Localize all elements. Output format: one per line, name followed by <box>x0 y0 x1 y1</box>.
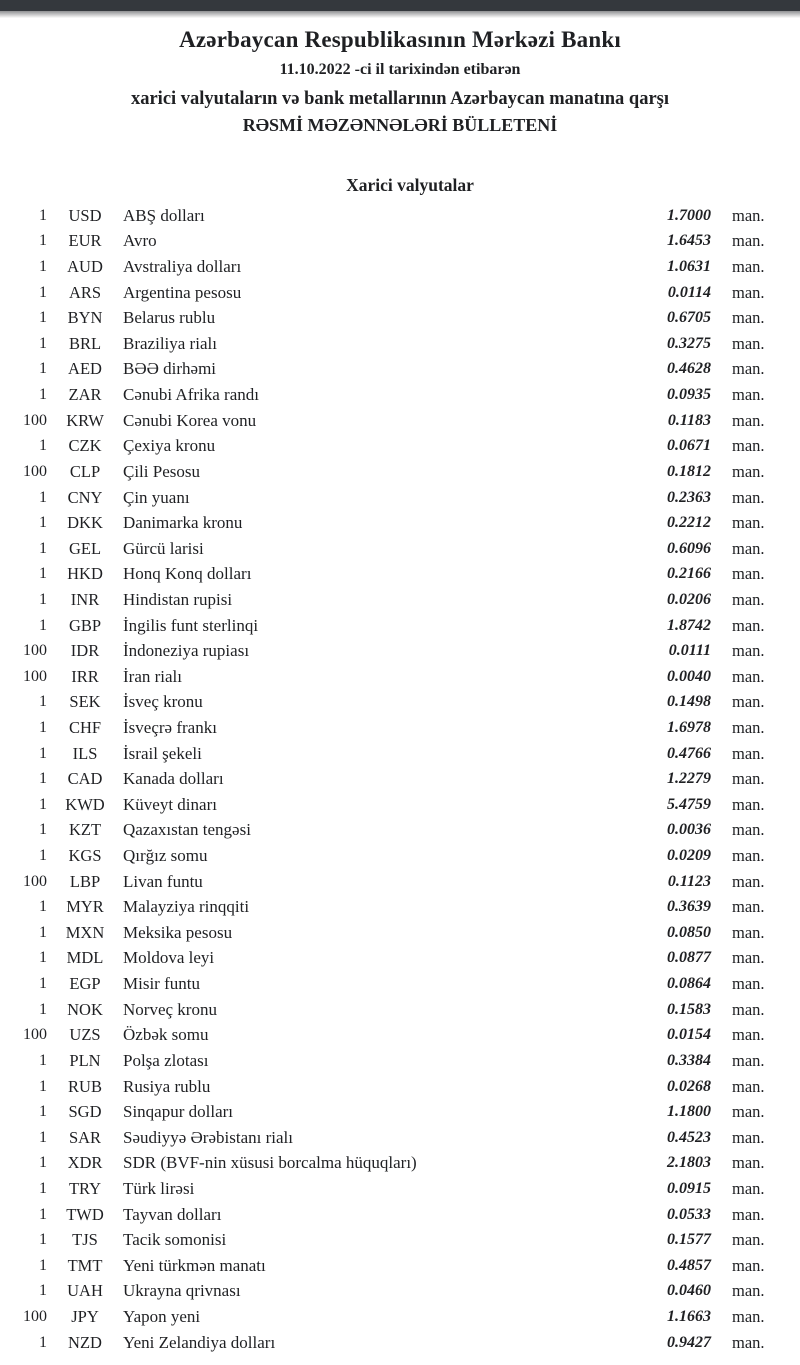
currency-name-cell: İsrail şekeli <box>123 743 202 763</box>
rate-value-cell: 0.9427 <box>667 1333 711 1351</box>
page-top-shadow <box>0 11 800 18</box>
currency-code-cell: KZT <box>68 820 102 840</box>
currency-code-cell: KRW <box>66 410 104 430</box>
unit-cell: man. <box>732 538 765 558</box>
quantity-cell: 1 <box>39 514 47 532</box>
rate-value-cell: 1.6978 <box>667 718 711 736</box>
rate-row <box>0 792 800 818</box>
quantity-cell: 100 <box>23 1308 47 1325</box>
rate-row <box>0 1279 800 1305</box>
currency-name-cell: BƏƏ dirhəmi <box>123 359 217 379</box>
rate-value-cell: 0.0209 <box>667 847 711 865</box>
unit-cell: man. <box>732 564 765 584</box>
rate-value-cell: 0.1577 <box>667 1231 711 1249</box>
currency-name-cell: Türk lirəsi <box>123 1178 195 1198</box>
currency-code-cell: ILS <box>72 743 98 763</box>
quantity-cell: 1 <box>39 334 47 352</box>
currency-code-cell: MDL <box>66 948 104 968</box>
rate-value-cell: 0.4766 <box>667 744 711 762</box>
rate-value-cell: 0.1183 <box>667 411 711 429</box>
rate-value-cell: 0.3384 <box>667 1051 711 1069</box>
rate-row <box>0 357 800 383</box>
unit-cell: man. <box>732 1076 765 1096</box>
quantity-cell: 1 <box>39 1154 47 1172</box>
unit-cell: man. <box>732 1281 765 1301</box>
currency-name-cell: Norveç kronu <box>123 999 217 1019</box>
currency-code-cell: UAH <box>67 1281 103 1301</box>
unit-cell: man. <box>732 871 765 891</box>
rate-row <box>0 946 800 972</box>
unit-cell: man. <box>732 769 765 789</box>
quantity-cell: 1 <box>39 1333 47 1351</box>
quantity-cell: 1 <box>39 283 47 301</box>
currency-code-cell: PLN <box>69 1050 101 1070</box>
currency-name-cell: Çexiya kronu <box>123 436 216 456</box>
currency-code-cell: LBP <box>69 871 101 891</box>
rate-row <box>0 1099 800 1125</box>
unit-cell: man. <box>732 333 765 353</box>
unit-cell: man. <box>732 589 765 609</box>
unit-cell: man. <box>732 487 765 507</box>
quantity-cell: 1 <box>39 309 47 327</box>
rate-value-cell: 1.6453 <box>667 232 711 250</box>
rate-value-cell: 1.1663 <box>667 1308 711 1325</box>
unit-cell: man. <box>732 1153 765 1173</box>
quantity-cell: 1 <box>39 744 47 762</box>
currency-name-cell: İran rialı <box>123 666 182 686</box>
currency-code-cell: UZS <box>69 1025 101 1045</box>
currency-code-cell: AUD <box>67 257 103 277</box>
currency-code-cell: CAD <box>67 769 103 789</box>
currency-name-cell: Özbək somu <box>123 1025 209 1045</box>
currency-code-cell: BYN <box>67 308 103 328</box>
rate-row <box>0 1227 800 1253</box>
currency-name-cell: Qırğız somu <box>123 846 208 866</box>
quantity-cell: 1 <box>39 1128 47 1146</box>
rate-value-cell: 0.2212 <box>667 514 711 532</box>
quantity-cell: 1 <box>39 565 47 583</box>
currency-name-cell: Yeni Zelandiya dolları <box>123 1332 276 1352</box>
currency-code-cell: IRR <box>71 666 99 686</box>
rate-value-cell: 0.0935 <box>667 386 711 404</box>
rate-row <box>0 229 800 255</box>
rate-row <box>0 613 800 639</box>
currency-code-cell: SEK <box>69 692 101 712</box>
currency-name-cell: Qazaxıstan tengəsi <box>123 820 251 840</box>
currency-name-cell: Avro <box>123 231 157 251</box>
unit-cell: man. <box>732 820 765 840</box>
unit-cell: man. <box>732 846 765 866</box>
unit-cell: man. <box>732 1050 765 1070</box>
currency-name-cell: Rusiya rublu <box>123 1076 211 1096</box>
rate-row <box>0 331 800 357</box>
currency-code-cell: CLP <box>69 461 101 481</box>
currency-code-cell: INR <box>70 589 100 609</box>
currency-name-cell: Ukrayna qrivnası <box>123 1281 241 1301</box>
rate-row <box>0 254 800 280</box>
quantity-cell: 1 <box>39 1051 47 1069</box>
rate-value-cell: 0.0040 <box>667 667 711 685</box>
currency-code-cell: EUR <box>68 231 102 251</box>
rate-row <box>0 843 800 869</box>
quantity-cell: 1 <box>39 258 47 276</box>
currency-name-cell: Yeni türkmən manatı <box>123 1255 266 1275</box>
currency-code-cell: XDR <box>67 1153 103 1173</box>
rate-row <box>0 1176 800 1202</box>
rate-value-cell: 0.0114 <box>667 283 711 301</box>
unit-cell: man. <box>732 1204 765 1224</box>
quantity-cell: 1 <box>39 1282 47 1300</box>
quantity-cell: 100 <box>23 462 47 480</box>
currency-code-cell: KGS <box>68 846 102 866</box>
unit-cell: man. <box>732 922 765 942</box>
quantity-cell: 100 <box>23 1026 47 1044</box>
unit-cell: man. <box>732 231 765 251</box>
rate-value-cell: 1.8742 <box>667 616 711 634</box>
quantity-cell: 1 <box>39 718 47 736</box>
currency-name-cell: Moldova leyi <box>123 948 215 968</box>
currency-name-cell: Sinqapur dolları <box>123 1102 234 1122</box>
unit-cell: man. <box>732 641 765 661</box>
currency-name-cell: Küveyt dinarı <box>123 794 217 814</box>
unit-cell: man. <box>732 999 765 1019</box>
rate-value-cell: 0.0268 <box>667 1077 711 1095</box>
rate-row <box>0 203 800 229</box>
quantity-cell: 100 <box>23 667 47 685</box>
currency-code-cell: KWD <box>65 794 105 814</box>
unit-cell: man. <box>732 1178 765 1198</box>
currency-name-cell: Çili Pesosu <box>123 461 200 481</box>
rate-value-cell: 0.1498 <box>667 693 711 711</box>
rate-row <box>0 1125 800 1151</box>
quantity-cell: 1 <box>39 898 47 916</box>
quantity-cell: 1 <box>39 616 47 634</box>
quantity-cell: 1 <box>39 1103 47 1121</box>
currency-name-cell: Meksika pesosu <box>123 922 233 942</box>
currency-name-cell: Cənubi Afrika randı <box>123 385 259 405</box>
rate-value-cell: 1.2279 <box>667 770 711 788</box>
unit-cell: man. <box>732 974 765 994</box>
rate-value-cell: 0.1583 <box>667 1000 711 1018</box>
bulletin-page <box>0 27 800 1355</box>
subtitle-currencies-vs-manat: xarici valyutaların və bank metallarının Azərbaycan manatına qarşı <box>130 89 670 109</box>
currency-code-cell: NOK <box>67 999 103 1019</box>
currency-code-cell: SGD <box>68 1102 102 1122</box>
currency-code-cell: JPY <box>71 1307 99 1326</box>
rate-row <box>0 869 800 895</box>
currency-code-cell: SAR <box>68 1127 102 1147</box>
quantity-cell: 1 <box>39 539 47 557</box>
currency-name-cell: İsveç kronu <box>123 692 203 712</box>
currency-name-cell: Braziliya rialı <box>123 333 217 353</box>
currency-code-cell: HKD <box>67 564 103 584</box>
effective-date-line: 11.10.2022 -ci il tarixindən etibarən <box>279 61 521 78</box>
currency-name-cell: Honq Konq dolları <box>123 564 252 584</box>
currency-name-cell: İsveçrə frankı <box>123 717 217 737</box>
unit-cell: man. <box>732 794 765 814</box>
rate-value-cell: 0.0111 <box>668 642 711 660</box>
currency-code-cell: BRL <box>68 333 102 353</box>
unit-cell: man. <box>732 1332 765 1352</box>
unit-cell: man. <box>732 1102 765 1122</box>
quantity-cell: 100 <box>23 642 47 660</box>
rate-row <box>0 1151 800 1177</box>
rate-value-cell: 0.0206 <box>667 590 711 608</box>
currency-name-cell: Tacik somonisi <box>123 1230 227 1250</box>
unit-cell: man. <box>732 410 765 430</box>
unit-cell: man. <box>732 282 765 302</box>
quantity-cell: 1 <box>39 386 47 404</box>
unit-cell: man. <box>732 1307 765 1326</box>
rate-value-cell: 5.4759 <box>667 795 711 813</box>
currency-name-cell: Çin yuanı <box>123 487 190 507</box>
quantity-cell: 1 <box>39 923 47 941</box>
currency-code-cell: MXN <box>65 922 105 942</box>
currency-name-cell: Argentina pesosu <box>123 282 242 302</box>
rate-value-cell: 0.6096 <box>667 539 711 557</box>
rate-row <box>0 536 800 562</box>
currency-code-cell: TWD <box>66 1204 104 1224</box>
rate-value-cell: 0.4523 <box>667 1128 711 1146</box>
rate-value-cell: 0.0036 <box>667 821 711 839</box>
rate-value-cell: 1.7000 <box>667 206 711 224</box>
rate-row <box>0 1074 800 1100</box>
official-rates-bulletin-title: RƏSMİ MƏZƏNNƏLƏRİ BÜLLETENİ <box>242 115 558 135</box>
quantity-cell: 1 <box>39 360 47 378</box>
rate-row <box>0 1023 800 1049</box>
rate-row <box>0 305 800 331</box>
currency-name-cell: Gürcü larisi <box>123 538 204 558</box>
quantity-cell: 1 <box>39 975 47 993</box>
bulletin-header <box>0 27 800 137</box>
rate-row <box>0 1330 800 1356</box>
rate-value-cell: 1.1800 <box>667 1103 711 1121</box>
quantity-cell: 1 <box>39 488 47 506</box>
currency-name-cell: Yapon yeni <box>123 1307 201 1326</box>
unit-cell: man. <box>732 897 765 917</box>
rate-row <box>0 1253 800 1279</box>
rate-value-cell: 0.3275 <box>667 334 711 352</box>
rate-row <box>0 485 800 511</box>
unit-cell: man. <box>732 461 765 481</box>
rate-value-cell: 1.0631 <box>667 258 711 276</box>
quantity-cell: 1 <box>39 847 47 865</box>
currency-name-cell: Malayziya rinqqiti <box>123 897 250 917</box>
currency-name-cell: ABŞ dolları <box>123 205 205 225</box>
currency-code-cell: MYR <box>66 897 104 917</box>
unit-cell: man. <box>732 717 765 737</box>
currency-name-cell: Tayvan dolları <box>123 1204 222 1224</box>
rates-list <box>0 203 800 1355</box>
unit-cell: man. <box>732 1127 765 1147</box>
unit-cell: man. <box>732 205 765 225</box>
rate-row <box>0 382 800 408</box>
bank-title: Azərbaycan Respublikasının Mərkəzi Bankı <box>179 27 621 52</box>
rate-value-cell: 0.4857 <box>667 1256 711 1274</box>
quantity-cell: 100 <box>23 411 47 429</box>
rate-row <box>0 459 800 485</box>
rate-row <box>0 690 800 716</box>
currency-code-cell: CZK <box>68 436 102 456</box>
unit-cell: man. <box>732 257 765 277</box>
unit-cell: man. <box>732 436 765 456</box>
quantity-cell: 1 <box>39 1000 47 1018</box>
rate-row <box>0 510 800 536</box>
rate-row <box>0 638 800 664</box>
rate-value-cell: 0.6705 <box>667 309 711 327</box>
rate-row <box>0 894 800 920</box>
currency-name-cell: Belarus rublu <box>123 308 216 328</box>
rate-value-cell: 0.2166 <box>667 565 711 583</box>
currency-code-cell: GBP <box>68 615 102 635</box>
currency-code-cell: ZAR <box>68 385 102 405</box>
quantity-cell: 1 <box>39 795 47 813</box>
currency-name-cell: Misir funtu <box>123 974 200 994</box>
quantity-cell: 1 <box>39 232 47 250</box>
currency-code-cell: RUB <box>68 1076 102 1096</box>
unit-cell: man. <box>732 1255 765 1275</box>
currency-name-cell: Hindistan rupisi <box>123 589 233 609</box>
currency-code-cell: TRY <box>68 1178 102 1198</box>
rate-row <box>0 741 800 767</box>
currency-code-cell: TJS <box>72 1230 98 1250</box>
rate-value-cell: 0.0671 <box>667 437 711 455</box>
rate-row <box>0 587 800 613</box>
rate-row <box>0 971 800 997</box>
unit-cell: man. <box>732 513 765 533</box>
unit-cell: man. <box>732 1230 765 1250</box>
quantity-cell: 1 <box>39 1205 47 1223</box>
rate-row <box>0 1202 800 1228</box>
rate-value-cell: 0.3639 <box>667 898 711 916</box>
quantity-cell: 1 <box>39 770 47 788</box>
rate-value-cell: 0.0154 <box>667 1026 711 1044</box>
quantity-cell: 1 <box>39 1179 47 1197</box>
rate-value-cell: 0.1123 <box>667 872 711 890</box>
rate-row <box>0 818 800 844</box>
currency-code-cell: GEL <box>68 538 102 558</box>
rate-row <box>0 562 800 588</box>
quantity-cell: 1 <box>39 437 47 455</box>
currency-code-cell: CHF <box>68 717 102 737</box>
currency-code-cell: ARS <box>68 282 102 302</box>
rate-value-cell: 0.0533 <box>667 1205 711 1223</box>
unit-cell: man. <box>732 948 765 968</box>
rate-value-cell: 0.0850 <box>667 923 711 941</box>
viewer-top-edge <box>0 0 800 11</box>
currency-code-cell: EGP <box>69 974 101 994</box>
quantity-cell: 1 <box>39 206 47 224</box>
currency-name-cell: Kanada dolları <box>123 769 224 789</box>
currency-code-cell: AED <box>68 359 102 379</box>
rate-row <box>0 408 800 434</box>
rate-value-cell: 0.4628 <box>667 360 711 378</box>
rate-value-cell: 0.0864 <box>667 975 711 993</box>
currency-code-cell: USD <box>68 205 102 225</box>
quantity-cell: 1 <box>39 590 47 608</box>
currency-code-cell: NZD <box>68 1332 102 1352</box>
rate-row <box>0 766 800 792</box>
currency-code-cell: DKK <box>67 513 103 533</box>
unit-cell: man. <box>732 308 765 328</box>
rate-value-cell: 0.2363 <box>667 488 711 506</box>
rate-row <box>0 664 800 690</box>
quantity-cell: 1 <box>39 821 47 839</box>
quantity-cell: 1 <box>39 1077 47 1095</box>
quantity-cell: 1 <box>39 1231 47 1249</box>
rate-value-cell: 0.0460 <box>667 1282 711 1300</box>
currency-name-cell: Danimarka kronu <box>123 513 243 533</box>
currency-code-cell: TMT <box>67 1255 103 1275</box>
rate-row <box>0 1304 800 1330</box>
currency-name-cell: Cənubi Korea vonu <box>123 410 257 430</box>
unit-cell: man. <box>732 692 765 712</box>
unit-cell: man. <box>732 385 765 405</box>
unit-cell: man. <box>732 615 765 635</box>
currency-name-cell: Livan funtu <box>123 871 203 891</box>
rate-value-cell: 0.0915 <box>667 1179 711 1197</box>
currency-code-cell: CNY <box>67 487 103 507</box>
currency-name-cell: Avstraliya dolları <box>123 257 242 277</box>
unit-cell: man. <box>732 743 765 763</box>
unit-cell: man. <box>732 359 765 379</box>
section-title-foreign-currencies: Xarici valyutalar <box>346 175 474 195</box>
rate-value-cell: 0.0877 <box>667 949 711 967</box>
quantity-cell: 1 <box>39 1256 47 1274</box>
currency-name-cell: İngilis funt sterlinqi <box>123 615 259 635</box>
quantity-cell: 1 <box>39 949 47 967</box>
currency-code-cell: IDR <box>70 641 100 661</box>
quantity-cell: 100 <box>23 872 47 890</box>
currency-name-cell: Səudiyyə Ərəbistanı rialı <box>123 1127 293 1147</box>
currency-name-cell: Polşa zlotası <box>123 1050 209 1070</box>
rate-row <box>0 433 800 459</box>
currency-name-cell: İndoneziya rupiası <box>123 641 250 661</box>
unit-cell: man. <box>732 1025 765 1045</box>
rate-row <box>0 715 800 741</box>
rate-row <box>0 997 800 1023</box>
rate-row <box>0 1048 800 1074</box>
currency-name-cell: SDR (BVF-nin xüsusi borcalma hüquqları) <box>123 1153 417 1173</box>
unit-cell: man. <box>732 666 765 686</box>
rate-row <box>0 920 800 946</box>
rate-row <box>0 280 800 306</box>
quantity-cell: 1 <box>39 693 47 711</box>
rate-value-cell: 2.1803 <box>667 1154 711 1172</box>
rate-value-cell: 0.1812 <box>667 462 711 480</box>
